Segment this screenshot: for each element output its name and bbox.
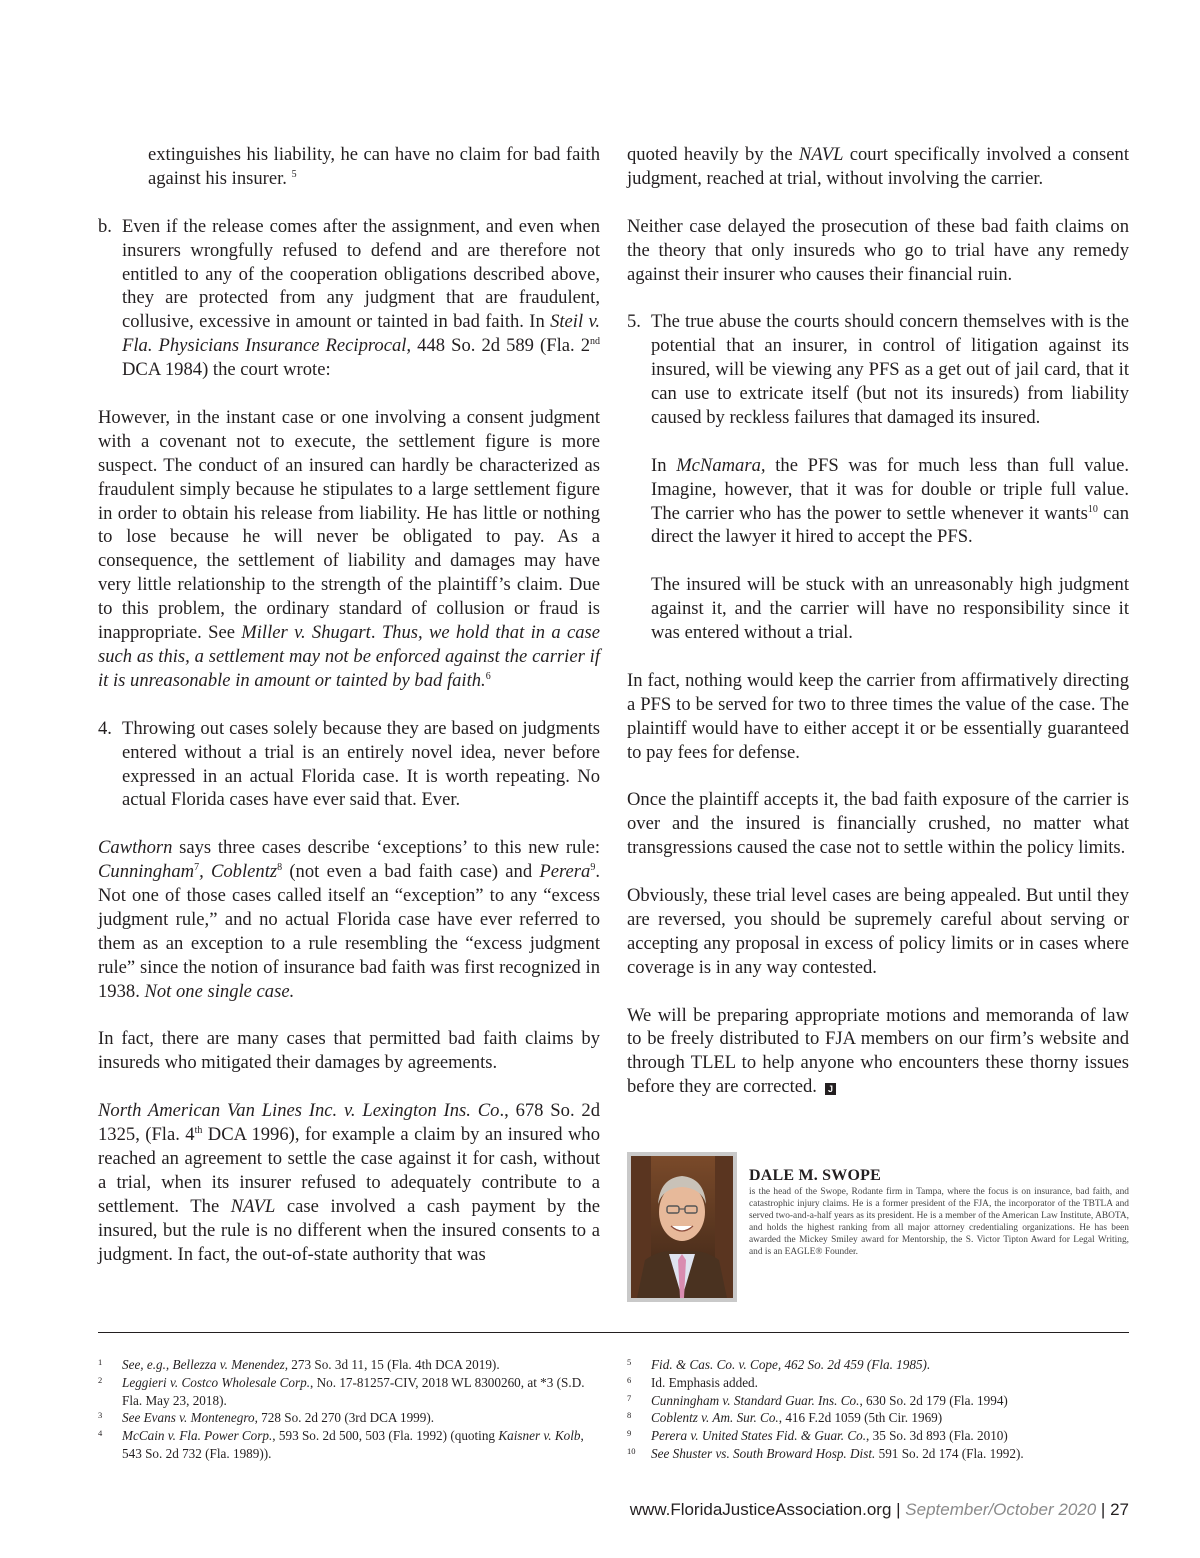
footnote-number: 9	[627, 1428, 632, 1439]
paragraph-cawthorn: Cawthorn says three cases describe ‘exceptions’ to this new rule: Cunningham$^7$, Coblentz$^8$ (not even a bad faith case) and Perera$^9$. Not one of those cases called itself an “exception” to any “excess judgment rule,” and no actual Florida case have ever referred to them as an exception to a rule resembling the “excess judgment rule” since the notion of insurance bad faith was first recognized in 1938. Not one single case.	[98, 837, 600, 1002]
footnote-number: 7	[627, 1392, 632, 1403]
footnote-item: 10 See Shuster vs. South Broward Hosp. Dist. 591 So. 2d 174 (Fla. 1992).	[627, 1445, 1127, 1463]
footnote-item: 2 Leggieri v. Costco Wholesale Corp., No. 17-81257-CIV, 2018 WL 8300260, at *3 (S.D. Fla. May 23, 2018).	[98, 1374, 598, 1410]
paragraph-extinguishes: extinguishes his liability, he can have no claim for bad faith against his insurer. $^5$	[148, 144, 600, 189]
paragraph-mcnamara: In McNamara, the PFS was for much less than full value. Imagine, however, that it was for double or triple full value. The carrier who has the power to settle whenever it wants$^{10}$ can direct the lawyer it hired to accept the PFS.	[651, 454, 1130, 548]
footnotes-right	[627, 1356, 1127, 1463]
footer-issue-date: September/October 2020	[905, 1500, 1097, 1519]
paragraph-carrier: In fact, nothing would keep the carrier from affirmatively directing a PFS to be served for two to three times the value of the case. The plaintiff would have to either accept it or be essentially guaranteed to pay fees for defense.	[627, 669, 1129, 763]
case-steil: Steil v. Fla. Physicians Insurance Reciprocal,	[122, 311, 600, 357]
paragraph-obviously: Obviously, these trial level cases are being appealed. But until they are reversed, you should be supremely careful about serving or accepting any proposal in excess of policy limits or in cases where coverage is in any way contested.	[627, 884, 1129, 978]
paragraph-stuck: The insured will be stuck with an unreasonably high judgment against it, and the carrier will have no responsibility since it was entered without a trial.	[651, 574, 1129, 644]
list-item-4: 4. Throwing out cases solely because they are based on judgments entered without a trial is an entirely novel idea, never before expressed in an actual Florida case. It is worth repeating. No actual Florida cases have ever said that. Ever.	[98, 717, 600, 811]
footer-website-link[interactable]: www.FloridaJusticeAssociation.org	[629, 1500, 892, 1519]
footnote-number: 1	[98, 1357, 103, 1367]
footnote-number: 8	[627, 1410, 632, 1421]
footnote-item: 5 Fid. & Cas. Co. v. Cope, 462 So. 2d 459 (Fla. 1985).	[627, 1356, 1127, 1374]
paragraph-in-fact: In fact, there are many cases that permitted bad faith claims by insureds who mitigated their damages by agreements.	[98, 1028, 600, 1074]
paragraph-preparing: We will be preparing appropriate motions and memoranda of law to be freely distributed to FJA members on our firm’s website and through TLEL to help anyone who encounters these thorny issues before they are corrected. J	[627, 1004, 1129, 1098]
paragraph-plaintiff-accepts: Once the plaintiff accepts it, the bad faith exposure of the carrier is over and the insured is financially crushed, no matter what transgressions caused the case not to settle within the policy limits.	[627, 789, 1129, 859]
author-name: DALE M. SWOPE	[749, 1167, 881, 1184]
list-item-5: 5. The true abuse the courts should concern themselves with is the potential that an insurer, in control of litigation against its insured, will be viewing any PFS as a get out of jail card, that it can use to extricate itself (but not its insureds) from liability caused by reckless failures that damaged its insured.	[627, 311, 1129, 428]
footnote-divider	[98, 1332, 1129, 1333]
footnote-item: 3 See Evans v. Montenegro, 728 So. 2d 270 (3rd DCA 1999).	[98, 1409, 598, 1427]
footnote-number: 4	[98, 1428, 103, 1439]
paragraph-quoted: quoted heavily by the NAVL court specifically involved a consent judgment, reached at trial, without involving the carrier.	[627, 144, 1129, 189]
author-bio	[627, 1152, 1129, 1302]
author-photo	[627, 1152, 737, 1302]
list-label-b: b.	[98, 215, 112, 237]
footnote-item: 6 Id. Emphasis added.	[627, 1374, 1127, 1392]
author-description: is the head of the Swope, Rodante firm in Tampa, where the focus is on insurance, bad faith, and catastrophic injury claims. He is a former president of the FJA, the incorporator of the TBTLA and served two-and-a-half years as its president. He is a member of the American Law Institute, ABOTA, and holds the highest ranking from all major attorney credentialing organizations. He has been awarded the Mickey Smiley award for Mentorship, the S. Victor Tipton Award for Legal Writing, and is an EAGLE® Founder.	[749, 1187, 1129, 1257]
footnote-item: 8 Coblentz v. Am. Sur. Co., 416 F.2d 1059 (5th Cir. 1969)	[627, 1409, 1127, 1427]
footnote-item: 7 Cunningham v. Standard Guar. Ins. Co., 630 So. 2d 179 (Fla. 1994)	[627, 1392, 1127, 1410]
end-mark-icon: J	[825, 1083, 836, 1095]
footnote-number: 10	[627, 1445, 636, 1456]
page-footer: www.FloridaJusticeAssociation.org | September/October 2020 | 27	[629, 1500, 1129, 1519]
footnote-item: 1 See, e.g., Bellezza v. Menendez, 273 So. 3d 11, 15 (Fla. 4th DCA 2019).	[98, 1356, 598, 1374]
quote-holding: Thus, we hold that in a case such as this, a settlement may not be enforced against the carrier if it is unreasonable in amount or tainted by bad faith.	[98, 622, 601, 691]
footnote-item: 9 Perera v. United States Fid. & Guar. Co., 35 So. 3d 893 (Fla. 2010)	[627, 1427, 1127, 1445]
footnote-number: 6	[627, 1374, 632, 1385]
footnote-number: 5	[627, 1357, 632, 1367]
footnote-number: 2	[98, 1374, 103, 1385]
paragraph-navl: North American Van Lines Inc. v. Lexington Ins. Co., 678 So. 2d 1325, (Fla. 4th DCA 1996), for example a claim by an insured who reached an agreement to settle the case against it for cash, without a trial, when its insurer refused to adequately contribute to a settlement. The NAVL case involved a cash payment by the insured, but the rule is no different when the insured consents to a judgment. In fact, the out-of-state authority that was	[98, 1100, 601, 1265]
list-item-b: b. Even if the release comes after the assignment, and even when insurers wrongfully refused to defend and are therefore not entitled to any of the cooperation obligations described above, they are protected from any judgment that are fraudulent, collusive, excessive in amount or tainted in bad faith. In Steil v. Fla. Physicians Insurance Reciprocal, 448 So. 2d 589 (Fla. 2nd DCA 1984) the court wrote:	[98, 215, 600, 381]
paragraph-neither: Neither case delayed the prosecution of these bad faith claims on the theory that only insureds who go to trial have any remedy against their insurer who causes their financial ruin.	[627, 215, 1129, 285]
footnote-item: 4 McCain v. Fla. Power Corp., 593 So. 2d 500, 503 (Fla. 1992) (quoting Kaisner v. Kolb, 543 So. 2d 732 (Fla. 1989)).	[98, 1427, 598, 1463]
page-number: 27	[1110, 1500, 1129, 1519]
footnote-number: 3	[98, 1410, 103, 1421]
footnotes-left	[98, 1356, 598, 1463]
left-column	[98, 143, 600, 1267]
quote-block: However, in the instant case or one involving a consent judgment with a covenant not to execute, the settlement figure is more suspect. The conduct of an insured can hardly be characterized as fraudulent simply because he stipulates to a large settlement figure in order to obtain his release from liability. He has little or nothing to lose because he will never be obligated to pay. As a consequence, the settlement of liability and damages may have very little relationship to the strength of the plaintiff’s claim. Due to this problem, the ordinary standard of collusion or fraud is inappropriate. See Miller v. Shugart. Thus, we hold that in a case such as this, a settlement may not be enforced against the carrier if it is unreasonable in amount or tainted by bad faith.$^6$	[98, 406, 601, 691]
right-column	[627, 143, 1129, 1099]
